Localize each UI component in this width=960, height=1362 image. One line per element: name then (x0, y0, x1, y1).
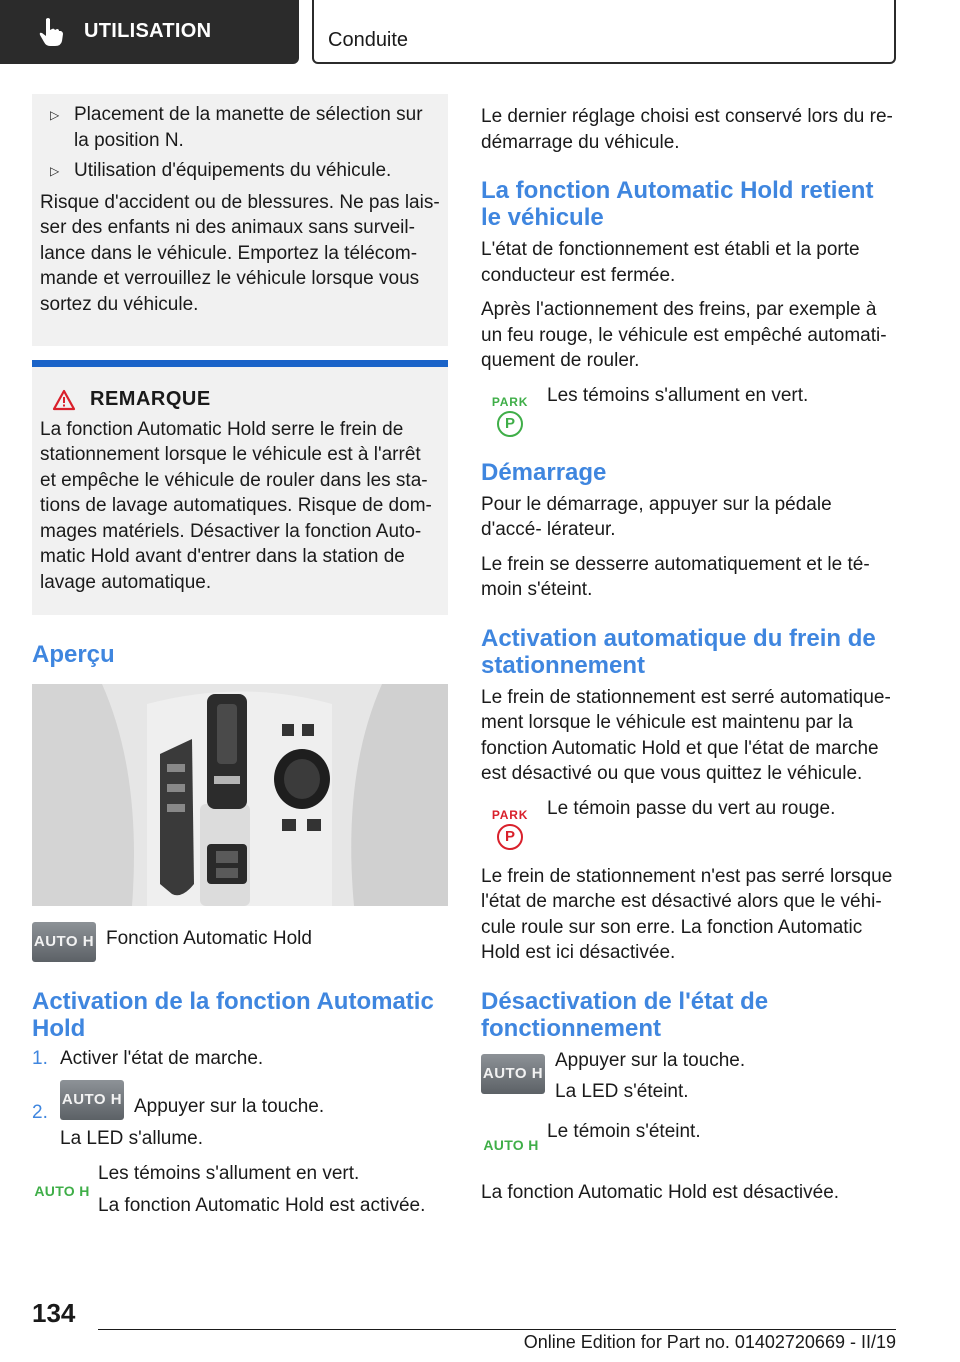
center-console-photo (32, 684, 448, 906)
hand-pointer-icon (38, 17, 64, 47)
list-item: 1. Activer l'état de marche. (32, 1048, 264, 1069)
heading-deactivation: Désactivation de l'état de fonctionnement (481, 987, 769, 1042)
left-column (32, 94, 448, 1232)
center-console-illustration (32, 684, 448, 906)
section-label: UTILISATION (84, 20, 212, 43)
note-box (32, 360, 448, 615)
warning-triangle-icon (52, 389, 76, 411)
triangle-bullet-icon: ▷ (50, 164, 60, 178)
list-item: ▷ Utilisation d'équipements du véhicule. (40, 158, 440, 185)
note-title: REMARQUE (90, 388, 211, 410)
right-column: Le dernier réglage choisi est conservé lors du re‐ démarrage du véhicule. La fonction Automatic Hold retient le véhicule L'état de fonctionnement est établi et la porte conducteur est fermée. Après l'actionnement des freins, par exemple à un feu rouge, le véhicule est empêché automati‐ quement de rouler. PARK P Les témoins s'allument en vert. Démarrage Pour le démarrage, appuyer sur la pédale d'accé‐ lérateur. Le frein se desserre automatiquement et le té‐ moin s'éteint. Activation automatique du frein de stationnement Le frein de stationnement est serré automatique‐ ment lorsque le véhicule est maintenu par la fonction Automatic Hold et que l'état de marche est désactivé ou que vous quittez le véhicule. PARK P Le témoin passe du vert au rouge. Le frein de stationnement n'est pas serré lorsque l'état de marche est désactivé alors que le véhi‐ cule roule sur son erre. La fonction Automatic Hold est ici désactivée. Désactivation de l'état de fonctionnement AUTO H Appuyer sur la touche. La LED s'éteint. AUTO H Le témoin s'éteint. La fonction Automatic Hold est désactivée. (481, 104, 897, 1215)
chapter-label: Conduite (328, 29, 409, 51)
auto-h-button-icon: AUTO H (481, 1054, 545, 1094)
auto-h-caption: Fonction Automatic Hold (106, 928, 312, 949)
auto-h-off-row: AUTO H Le témoin s'éteint. (481, 1119, 897, 1159)
auto-h-green-row: AUTO H Les témoins s'allument en vert. La fonction Automatic Hold est activée. (32, 1161, 448, 1218)
warning-box (32, 94, 448, 346)
heading-retain: La fonction Automatic Hold retient le véhicule (481, 177, 874, 231)
deactivation-button-row: AUTO H Appuyer sur la touche. La LED s'éteint. (482, 1049, 746, 1102)
auto-h-button-icon: AUTO H (32, 922, 96, 962)
park-red-row: PARK P Le témoin passe du vert au rouge. (481, 796, 897, 850)
list-item: 2. AUTO H Appuyer sur la touche. La LED s'allume. (32, 1080, 448, 1152)
intro-text: Le dernier réglage choisi est conservé lors du re‐ démarrage du véhicule. (481, 106, 893, 153)
park-red-indicator-icon: PARK P (481, 796, 539, 850)
chapter-tab[interactable] (312, 0, 896, 64)
auto-h-button-icon: AUTO H (60, 1080, 124, 1120)
list-item: ▷ Placement de la manette de sélection sur la position N. (40, 102, 440, 153)
page-number: 134 (32, 1298, 76, 1328)
note-text: La fonction Automatic Hold serre le frein de stationnement lorsque le véhicule est à l'arrêt et empêche le véhicule de rouler dans les sta‐ tions de lavage automatiques. Risque de dom‐ mages matériels. Désactiver la fonction Auto‐ matic Hold avant d'entrer dans la station de lavage automatique. (40, 418, 432, 593)
park-green-indicator-icon: PARK P (481, 383, 539, 437)
edition-note: Online Edition for Part no. 01402720669 - II/19 (523, 1332, 896, 1352)
heading-auto-park: Activation automatique du frein de stationnement (481, 624, 876, 679)
auto-h-green-indicator-icon: AUTO H (34, 1183, 90, 1199)
heading-activation: Activation de la fonction Automatic Hold (32, 988, 434, 1042)
auto-h-green-indicator-icon: AUTO H (483, 1136, 539, 1153)
park-green-row: PARK P Les témoins s'allument en vert. (481, 383, 897, 437)
triangle-bullet-icon: ▷ (50, 108, 60, 122)
heading-start: Démarrage (481, 458, 607, 486)
auto-h-button-row (32, 922, 448, 962)
warning-text: Risque d'accident ou de blessures. Ne pas lais‐ ser des enfants ni des animaux sans surveil‐ lance dans le véhicule. Emportez la télécom‐ mande et verrouillez le véhicule lorsque vous sortez du véhicule. (40, 191, 440, 315)
section-tab[interactable] (0, 0, 299, 64)
heading-overview: Aperçu (32, 641, 115, 668)
